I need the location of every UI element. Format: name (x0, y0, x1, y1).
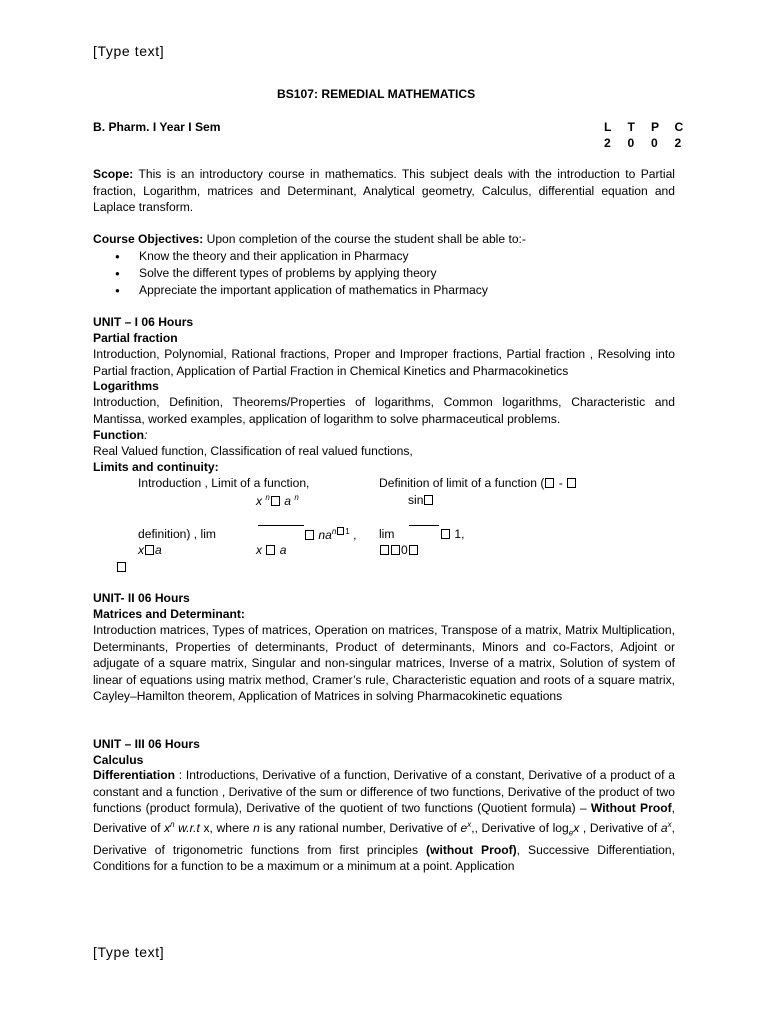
scope-paragraph (93, 166, 675, 216)
program-label: B. Pharm. I Year I Sem (93, 120, 221, 134)
differentiation-text-8: , Successive Differentiation, Conditions for a function to be a maximum or a minimum at a point. Application (93, 842, 675, 874)
function-heading: Function (93, 428, 145, 442)
ltpc-labels (604, 120, 698, 134)
differentiation-text-2: , Derivative of (93, 801, 675, 835)
limits-def-lim: definition) , lim (138, 527, 216, 541)
scope-text: This is an introductory course in mathematics. This subject deals with the introduction to Partial fraction, Logarithm, matrices and Determinant, Analytical geometry, Calculus, differential equation and Laplace transform. (93, 167, 675, 215)
differentiation-paragraph (93, 767, 675, 875)
limits-dash: - (555, 476, 567, 490)
ex-exp: x (467, 819, 472, 829)
ex-base: e (460, 820, 468, 835)
ltpc-label-p: P (651, 120, 660, 134)
fraction-bar-1 (258, 525, 304, 526)
ltpc-values (604, 136, 698, 150)
course-title: BS107: REMEDIAL MATHEMATICS (277, 87, 476, 101)
limits-na (304, 527, 356, 542)
limits-x-to-a (138, 543, 162, 557)
limits-n2: n (294, 493, 299, 502)
limits-zero: 0 (401, 543, 408, 557)
limits-a2: a (155, 543, 162, 557)
limits-definition-text: Definition of limit of a function ( (379, 476, 545, 490)
wrt-text: w.r.t (174, 820, 200, 835)
without-proof-label: Without Proof (590, 801, 672, 816)
differentiation-text-1: : Introductions, Derivative of a function, Derivative of a constant, Derivative of a product of a constant and a function , Derivative of the sum or difference of two functions, Derivative of the product of two functions (product formula), Derivative of the quotient of two functions (Quotient formula) – (93, 768, 675, 816)
matrices-text: Introduction matrices, Types of matrices, Operation on matrices, Transpose of a matrix, Matrix Multiplication, Determinants, Properties of determinants, Product of determinants, Minors and co-Factors, Adjoint or adjugate of a square matrix, Singular and non-singular matrices, Inverse of a matrix, Solution of system of linear of equations using matrix method, Cramer’s rule, Characteristic equation and roots of a square matrix, Cayley–Hamilton theorem, Application of Matrices in solving Pharmacokinetic equations (93, 623, 675, 704)
objectives-label: Course Objectives: (93, 232, 204, 246)
partial-fraction-text: Introduction, Polynomial, Rational fractions, Proper and Improper fractions, Partial fraction , Resolving into Partial fraction, Application of Partial Fraction in Chemical Kinetics and Pharmacokinetics (93, 347, 675, 378)
scope-label: Scope: (93, 167, 134, 181)
differentiation-text-5: ,, Derivative of log (471, 820, 569, 835)
unit3-heading: UNIT – III 06 Hours (93, 737, 200, 751)
ltpc-value-l: 2 (604, 136, 611, 150)
limits-heading: Limits and continuity: (93, 460, 219, 474)
ltpc-value-c: 2 (674, 136, 682, 150)
limits-na-comma: , (349, 528, 357, 543)
limits-na-sup2: 1 (345, 527, 350, 536)
objectives-paragraph (93, 231, 675, 248)
limits-xn-an (256, 493, 299, 508)
xn-exp: n (170, 819, 175, 829)
ax-exp: x (667, 819, 672, 829)
limits-a: a (280, 494, 295, 509)
differentiation-text-4: is any rational number, Derivative of (259, 820, 461, 835)
differentiation-text-7: , Derivative of trigonometric functions from first principles (93, 820, 676, 857)
differentiation-label: Differentiation (93, 768, 175, 782)
xn-base: x (164, 820, 171, 835)
ltpc-label-c: C (674, 120, 684, 134)
objectives-list (93, 248, 488, 300)
ltpc-label-t: T (627, 120, 635, 134)
ax-base: a (660, 820, 668, 835)
unit1-heading: UNIT – I 06 Hours (93, 315, 194, 329)
limits-a3: a (276, 543, 287, 557)
partial-fraction-heading: Partial fraction (93, 331, 178, 345)
ltpc-value-t: 0 (627, 136, 635, 150)
ltpc-label-l: L (604, 120, 612, 134)
matrices-heading: Matrices and Determinant: (93, 607, 245, 621)
page-header: [Type text] (93, 43, 165, 59)
limits-sin-text: sin (408, 493, 424, 507)
objectives-text: Upon completion of the course the student shall be able to:- (203, 232, 526, 246)
without-proof-label-2: (without Proof) (426, 842, 517, 857)
limits-na-sup: n (331, 527, 337, 536)
function-heading-line (93, 427, 675, 444)
limits-one (440, 527, 464, 541)
page-footer: [Type text] (93, 944, 165, 960)
logarithms-heading: Logarithms (93, 379, 159, 393)
function-colon: : (144, 428, 148, 442)
fraction-bar-2 (409, 525, 439, 526)
limits-x3: x (256, 543, 266, 557)
limits-theta-to-0 (379, 543, 419, 557)
limits-one-text: 1, (451, 527, 465, 541)
limits-na-text: na (315, 528, 332, 543)
limits-x2: x (138, 543, 145, 557)
limits-definition (379, 476, 577, 490)
limits-lim2: lim (379, 527, 395, 541)
log-arg: x (573, 820, 580, 835)
log-base: e (568, 828, 574, 838)
unit2-heading: UNIT- II 06 Hours (93, 591, 190, 605)
list-item: ● Solve the different types of problems by applying theory (93, 265, 488, 282)
differentiation-text-6: , Derivative of (579, 820, 661, 835)
limits-stray-box (116, 560, 127, 574)
n-var: n (253, 820, 260, 835)
differentiation-text-3: x, where (199, 820, 254, 835)
limits-intro: Introduction , Limit of a function, (138, 476, 310, 490)
list-item: ● Appreciate the important application of mathematics in Pharmacy (93, 282, 488, 299)
calculus-heading: Calculus (93, 753, 144, 767)
logarithms-text: Introduction, Definition, Theorems/Properties of logarithms, Common logarithms, Characteristic and Mantissa, worked examples, application of logarithm to solve pharmaceutical problems. (93, 395, 675, 426)
ltpc-value-p: 0 (651, 136, 658, 150)
limits-sin (408, 493, 434, 507)
function-text: Real Valued function, Classification of real valued functions, (93, 444, 413, 458)
list-item: ● Know the theory and their application in Pharmacy (93, 248, 488, 265)
limits-n1: n (265, 493, 270, 502)
limits-x-to-a-2 (256, 543, 287, 557)
limits-x: x (256, 494, 266, 509)
